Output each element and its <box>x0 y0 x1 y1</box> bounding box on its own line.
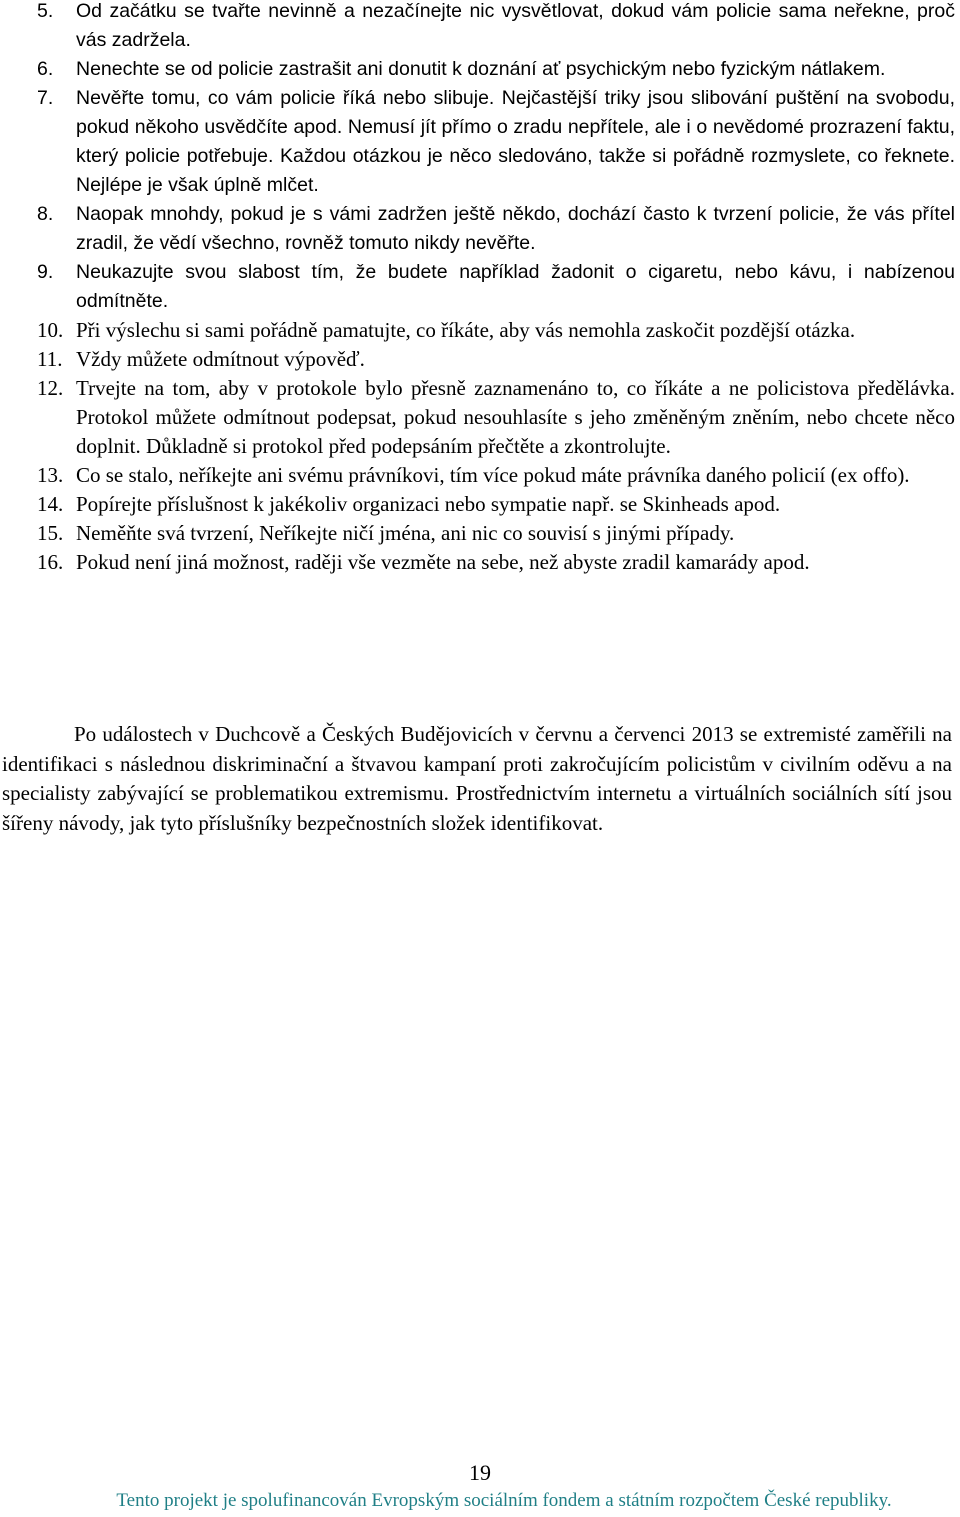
item-text: Neměňte svá tvrzení, Neříkejte ničí jména, ani nic co souvisí s jinými případy. <box>76 521 735 545</box>
body-paragraph: Po událostech v Duchcově a Českých Budějovicích v červnu a červenci 2013 se extremisté zaměřili na identifikaci s následnou diskriminační a štvavou kampaní proti zakročujícím policistům v civilním oděvu a na specialisty zabývající se problematikou extremismu. Prostřednictvím internetu a virtuálních sociálních sítí jsou šířeny návody, jak tyto příslušníky bezpečnostních složek identifikovat. <box>2 722 952 835</box>
item-text: Nenechte se od policie zastrašit ani donutit k doznání ať psychickým nebo fyzickým nátlakem. <box>76 58 886 80</box>
page-number: 19 <box>469 1460 491 1485</box>
list-item <box>0 519 955 548</box>
item-text: Popírejte příslušnost k jakékoliv organizaci nebo sympatie např. se Skinheads apod. <box>76 492 781 516</box>
item-number: 12. <box>37 376 64 400</box>
rules-list <box>0 0 955 577</box>
list-item <box>0 345 955 374</box>
list-item <box>0 84 955 200</box>
item-number: 11. <box>37 347 63 371</box>
item-number: 16. <box>37 550 64 574</box>
list-item <box>0 258 955 316</box>
list-item <box>0 548 955 577</box>
list-item <box>0 55 955 84</box>
item-text: Trvejte na tom, aby v protokole bylo přesně zaznamenáno to, co říkáte a ne policistova předělávka. Protokol můžete odmítnout podepsat, pokud nesouhlasíte s jeho změněným zněním, nebo chcete něco doplnit. Důkladně si protokol před podepsáním přečtěte a zkontrolujte. <box>76 376 955 458</box>
item-number: 15. <box>37 521 64 545</box>
list-item <box>0 316 955 345</box>
item-number: 5. <box>37 0 54 22</box>
item-text: Naopak mnohdy, pokud je s vámi zadržen ještě někdo, dochází často k tvrzení policie, že vás přítel zradil, že vědí všechno, rovněž tomuto nikdy nevěřte. <box>76 203 955 254</box>
item-number: 13. <box>37 463 64 487</box>
item-text: Pokud není jiná možnost, raději vše vezměte na sebe, než abyste zradil kamarády apod. <box>76 550 810 574</box>
funding-footer: Tento projekt je spolufinancován Evropským sociálním fondem a státním rozpočtem České republiky. <box>116 1490 892 1511</box>
item-text: Od začátku se tvařte nevinně a nezačínejte nic vysvětlovat, dokud vám policie sama neřekne, proč vás zadržela. <box>76 0 955 51</box>
item-text: Nevěřte tomu, co vám policie říká nebo slibuje. Nejčastější triky jsou slibování puštění na svobodu, pokud někoho usvědčíte apod. Nemusí jít přímo o zradu nepřítele, ale i o nevědomé prozrazení faktu, který policie potřebuje. Každou otázkou je něco sledováno, takže si pořádně rozmyslete, co řeknete. Nejlépe je však úplně mlčet. <box>76 87 955 196</box>
list-item <box>0 461 955 490</box>
item-number: 9. <box>37 261 54 283</box>
item-number: 10. <box>37 318 64 342</box>
item-number: 6. <box>37 58 54 80</box>
item-number: 7. <box>37 87 54 109</box>
item-text: Co se stalo, neříkejte ani svému právníkovi, tím více pokud máte právníka daného policií (ex offo). <box>76 463 910 487</box>
list-item <box>0 200 955 258</box>
list-item <box>0 0 955 55</box>
item-number: 14. <box>37 492 64 516</box>
item-number: 8. <box>37 203 54 225</box>
item-text: Vždy můžete odmítnout výpověď. <box>76 347 365 371</box>
item-text: Neukazujte svou slabost tím, že budete například žadonit o cigaretu, nebo kávu, i nabízenou odmítněte. <box>76 261 955 312</box>
item-text: Při výslechu si sami pořádně pamatujte, co říkáte, aby vás nemohla zaskočit pozdější otázka. <box>76 318 856 342</box>
list-item <box>0 490 955 519</box>
list-item <box>0 374 955 461</box>
